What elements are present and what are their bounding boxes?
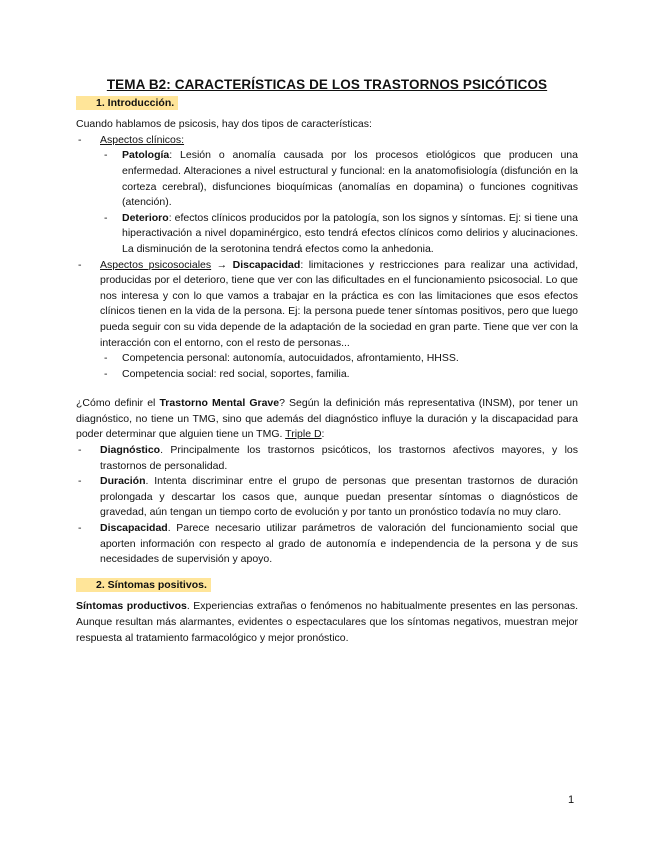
- list-item-clinical: [76, 133, 578, 258]
- psychosocial-label: Aspectos psicosociales: [100, 258, 212, 271]
- list-item-competencia-personal: - Competencia personal: autonomía, autocuidados, afrontamiento, HHSS.: [100, 351, 578, 367]
- deterioro-term: Deterioro: [122, 211, 169, 224]
- clinical-sublist: [100, 148, 578, 257]
- page-number: 1: [568, 794, 575, 806]
- arrow-glyph: →: [211, 258, 233, 271]
- sintomas-term: Síntomas productivos: [76, 600, 187, 613]
- tmg-term: Trastorno Mental Grave: [159, 397, 280, 410]
- triple-d-label: Triple D: [285, 428, 322, 441]
- list-item-discapacidad: - Discapacidad. Parece necesario utilizar parámetros de valoración del funcionamiento social que aporten información con respecto al grado de autonomía e independencia de la persona y de sus necesidades de supervisión y apoyo.: [76, 521, 578, 568]
- clinical-label: Aspectos clínicos:: [100, 133, 185, 146]
- section-heading-sintomas-positivos: [76, 578, 578, 594]
- section-heading-label: 1. Introducción.: [76, 96, 178, 110]
- list-item-duracion: - Duración. Intenta discriminar entre el grupo de personas que presentan trastornos de duración prolongada y descartar los casos que, aunque puedan presentar síntomas o diagnósticos de gravedad, aún tengan un tiempo corto de evolución y por tanto un pronóstico todavía no muy claro.: [76, 474, 578, 521]
- section-heading-introduccion: [76, 96, 578, 112]
- list-item-psychosocial: [76, 258, 578, 383]
- list-item-deterioro: [100, 211, 578, 258]
- discapacidad-term: Discapacidad: [232, 258, 301, 271]
- characteristics-list: [76, 133, 578, 383]
- patologia-term: Patología: [122, 149, 170, 162]
- triple-d-list: [76, 443, 578, 568]
- discapacidad-text: : limitaciones y restricciones para realizar una actividad, producidas por el deterioro, tiene que ver con las dificultades en el funcionamiento psicosocial. Lo que nos interesa y con lo que vamos a trabajar en la práctica es con las limitaciones que esos efectos clínicos tienen en la vida de la persona. Ej: la persona puede tener síntomas positivos, pero que luego pueda seguir con su vida depende de la adaptación de la sociedad en gran parte. Tiene que ver con la interacción con el entorno, con el resto de personas...: [100, 258, 578, 349]
- page-title: TEMA B2: CARACTERÍSTICAS DE LOS TRASTORNOS PSICÓTICOS: [106, 77, 548, 92]
- deterioro-text: : efectos clínicos producidos por la patología, son los signos y síntomas. Ej: si tiene una hiperactivación a nivel dopaminérgico, esto tendrá efectos clínicos como delirios y alucinaciones. La disminución de la serotonina tendrá efectos como la anhedonia.: [122, 211, 578, 255]
- list-item-diagnostico: - Diagnóstico. Principalmente los trastornos psicóticos, los trastornos afectivos mayores, y los trastornos de personalidad.: [76, 443, 578, 474]
- intro-paragraph: Cuando hablamos de psicosis, hay dos tipos de características:: [76, 118, 372, 131]
- sintomas-paragraph: Síntomas productivos. Experiencias extrañas o fenómenos no habitualmente presentes en las personas. Aunque resultan más alarmantes, evidentes o espectaculares que los síntomas negativos, muestran mejor respuesta al tratamiento farmacológico y mejor pronóstico.: [76, 600, 579, 644]
- list-item-competencia-social: - Competencia social: red social, soportes, familia.: [100, 367, 578, 383]
- document-page: [76, 77, 578, 646]
- tmg-paragraph: ¿Cómo definir el Trastorno Mental Grave? Según la definición más representativa (INSM), por tener un diagnóstico, no tiene un TMG, sino que además del diagnóstico influye la duración y la discapacidad para poder determinar que alguien tiene un TMG. Triple D:: [76, 397, 578, 441]
- competence-sublist: [100, 351, 578, 382]
- patologia-text: : Lesión o anomalía causada por los procesos etiológicos que producen una enfermedad. Alteraciones a nivel estructural y funcional: en la anatomofisiología (disfunción en la corteza cerebral), disfunciones bioquímicas (anomalías en dopamina) o funciones cognitivas (atención).: [122, 149, 578, 209]
- list-item-patologia: [100, 148, 578, 210]
- section-heading-label: 2. Síntomas positivos.: [76, 578, 211, 592]
